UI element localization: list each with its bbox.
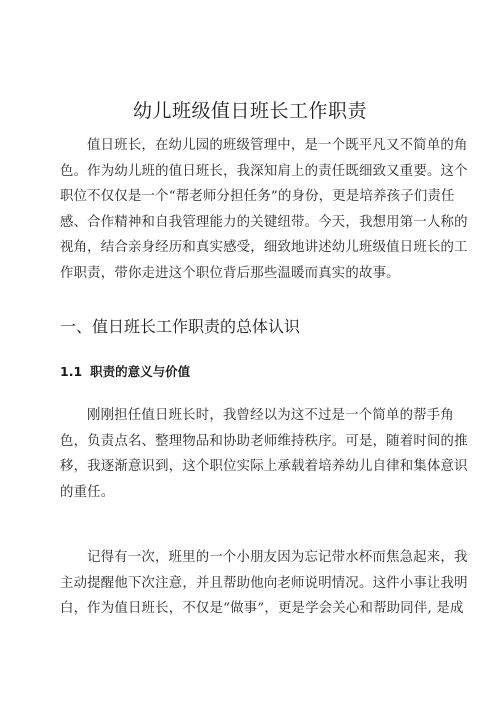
paragraph-line: 移，我逐渐意识到，这个职位实际上承载着培养幼儿自律和集体意识 [60,459,468,474]
paragraph-line: 刚刚担任值日班长时，我曾经以为这不过是一个简单的帮手角 [87,408,454,423]
paragraph-line: 主动提醒他下次注意，并且帮助他向老师说明情况。这件小事让我明 [60,575,468,591]
paragraph-line: 记得有一次，班里的一个小朋友因为忘记带水杯而焦急起来，我 [87,550,468,565]
section-heading: 一、值日班长工作职责的总体认识 [60,317,301,336]
body-paragraph [60,545,468,622]
body-paragraph [60,403,468,505]
subsection-number: 1.1 [60,364,83,379]
paragraph-line: 感、合作精神和自我管理能力的关键纽带。今天，我想用第一人称的 [60,214,468,230]
paragraph-line: 色，负责点名、整理物品和协助老师维持秩序。可是，随着时间的推 [60,433,468,449]
subsection-heading [60,362,190,380]
subsection-title: 职责的意义与价值 [90,364,191,379]
paragraph-line: 色。作为幼儿班的值日班长，我深知肩上的责任既细致又重要。这个 [60,163,468,179]
paragraph-line: 职位不仅仅是一个“帮老师分担任务”的身份，更是培养孩子们责任 [60,189,455,204]
document-title: 幼儿班级值日班长工作职责 [132,100,367,122]
paragraph-line: 作职责，带你走进这个职位背后那些温暖而真实的故事。 [60,265,400,281]
intro-paragraph [60,133,468,286]
paragraph-line: 值日班长，在幼儿园的班级管理中，是一个既平凡又不简单的角 [87,138,468,153]
paragraph-line: 视角，结合亲身经历和真实感受，细致地讲述幼儿班级值日班长的工 [60,240,468,255]
paragraph-line: 的重任。 [60,484,115,500]
paragraph-line: 白，作为值日班长，不仅是“做事”，更是学会关心和帮助同伴, 是成 [60,601,464,616]
